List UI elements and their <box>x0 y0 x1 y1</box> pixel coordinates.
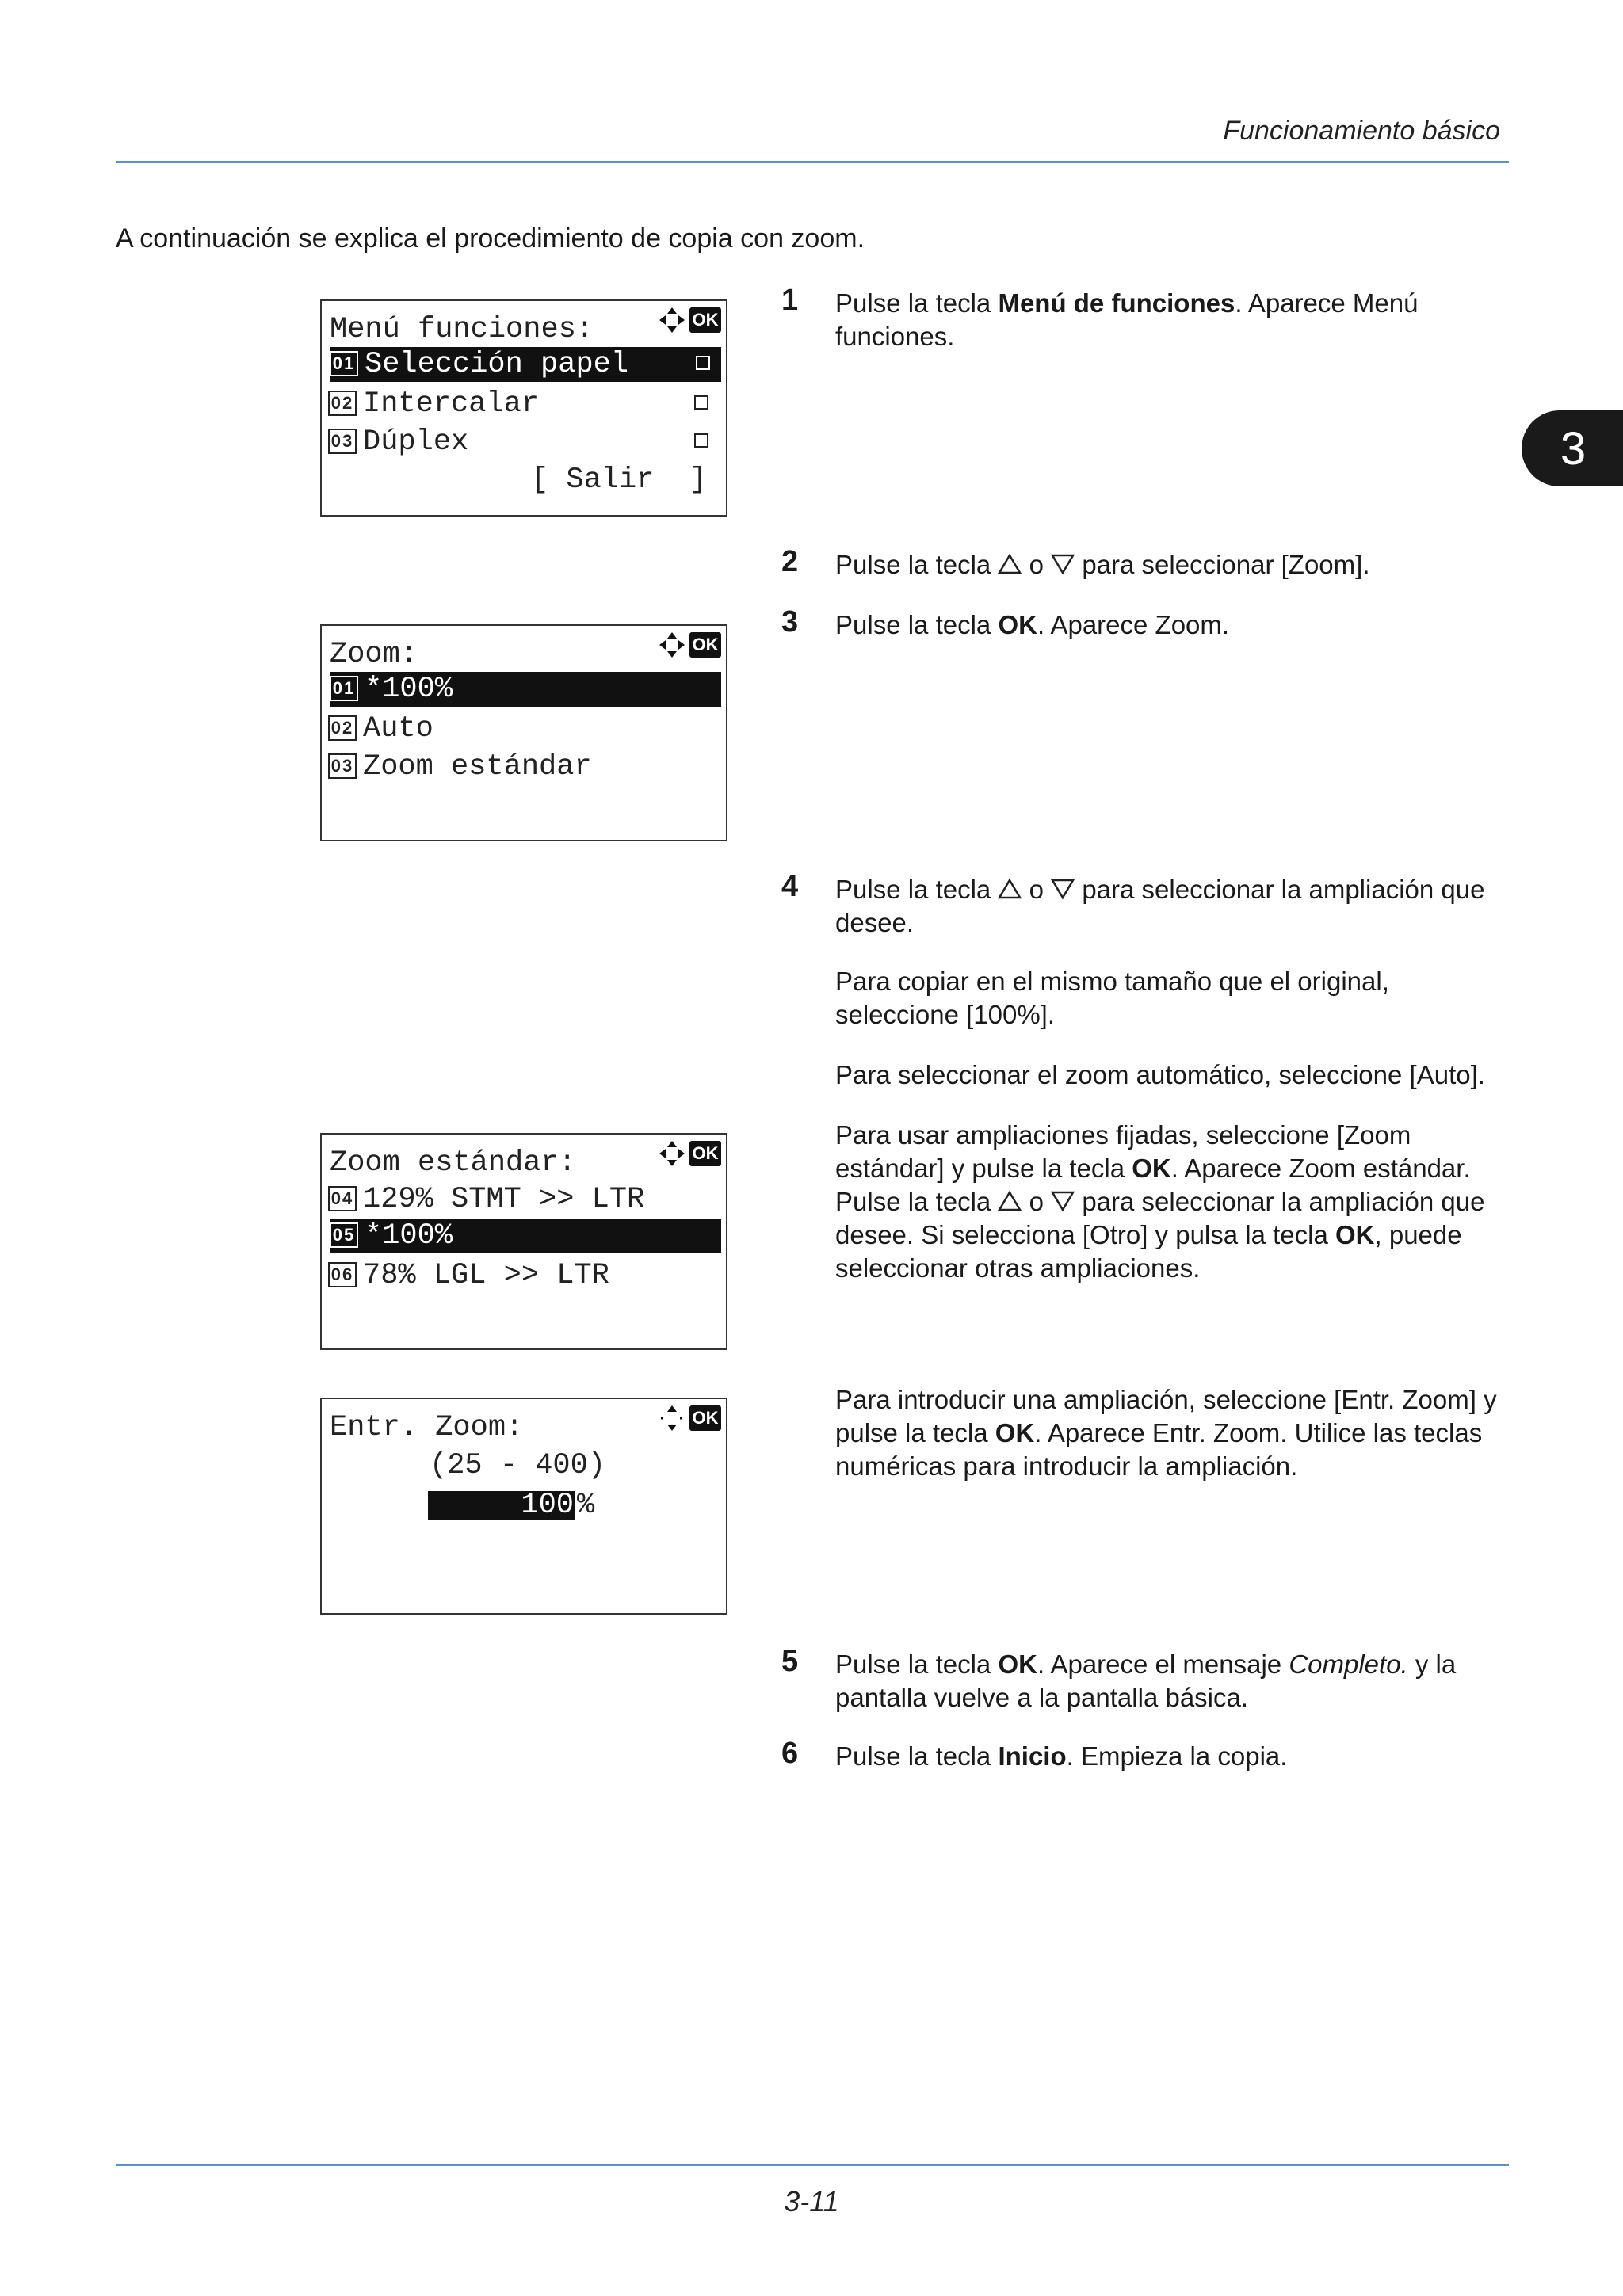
lcd-title: Menú funciones: <box>330 313 594 346</box>
lcd-zoom <box>320 624 727 841</box>
triangle-up-icon <box>998 878 1022 900</box>
triangle-down-icon <box>1051 878 1075 900</box>
triangle-down-icon <box>1051 553 1075 575</box>
triangle-down-icon <box>1051 1190 1075 1212</box>
nav-ok-indicator <box>658 1139 721 1168</box>
lcd-item: 01 *100% <box>330 672 721 707</box>
step-number: 5 <box>781 1645 799 1678</box>
lcd-title: Zoom estándar: <box>330 1146 576 1180</box>
step-text: Pulse la tecla o para seleccionar la ampliación que desee. <box>835 875 1485 937</box>
nav-ok-indicator <box>658 1404 721 1432</box>
lcd-item: 04 129% STMT >> LTR <box>328 1182 720 1217</box>
checkbox-icon <box>694 433 708 448</box>
step-text: Pulse la tecla OK. Aparece el mensaje Completo. y la pantalla vuelve a la pantalla básica. <box>835 1650 1457 1712</box>
step-number: 3 <box>781 605 799 639</box>
lcd-menu-funciones <box>320 299 727 517</box>
step-text: Pulse la tecla o para seleccionar [Zoom]. <box>835 550 1370 579</box>
triangle-up-icon <box>998 553 1022 575</box>
step-4-note-standard: Para usar ampliaciones fijadas, seleccione [Zoom estándar] y pulse la tecla OK. Aparece Zoom estándar. Pulse la tecla o para seleccionar la ampliación que desee. Si selecciona [Otro] y pulsa la tecla OK, puede seleccionar otras ampliaciones. <box>835 1120 1485 1283</box>
lcd-item: 03 Dúplex <box>328 425 720 460</box>
lcd-item: 03 Zoom estándar <box>328 749 720 784</box>
step-4 <box>781 870 1510 940</box>
ok-icon: OK <box>689 307 721 333</box>
step-number: 4 <box>781 870 799 903</box>
four-way-arrow-icon <box>658 631 686 659</box>
triangle-up-icon <box>998 1190 1022 1212</box>
step-number: 1 <box>781 284 799 317</box>
lcd-item: 02 Intercalar <box>328 387 720 421</box>
zoom-unit: % <box>577 1489 595 1522</box>
lcd-title: Entr. Zoom: <box>330 1411 524 1444</box>
ok-icon: OK <box>689 632 721 658</box>
lcd-item: 02 Auto <box>328 711 720 746</box>
intro-text: A continuación se explica el procedimiento de copia con zoom. <box>116 223 865 254</box>
step-5 <box>781 1645 1510 1714</box>
step-1 <box>781 284 1510 353</box>
four-way-arrow-icon <box>658 306 686 334</box>
step-6 <box>781 1737 1510 1773</box>
nav-ok-indicator <box>658 306 721 334</box>
lcd-exit-label: [ Salir ] <box>531 463 708 497</box>
section-title: Funcionamiento básico <box>1223 116 1500 146</box>
zoom-value-field: 100 <box>428 1491 575 1520</box>
nav-ok-indicator <box>658 631 721 659</box>
ok-icon: OK <box>689 1405 721 1431</box>
step-number: 2 <box>781 545 799 578</box>
step-text: Pulse la tecla Menú de funciones. Aparece Menú funciones. <box>835 288 1419 351</box>
lcd-item: 01 Selección papel <box>330 347 721 382</box>
step-number: 6 <box>781 1737 799 1770</box>
chapter-tab: 3 <box>1522 410 1623 486</box>
up-down-arrow-icon <box>658 1404 686 1432</box>
step-4-note-100: Para copiar en el mismo tamaño que el original, seleccione [100%]. <box>835 967 1389 1029</box>
footer-rule <box>116 2164 1509 2166</box>
four-way-arrow-icon <box>658 1139 686 1168</box>
step-text: Pulse la tecla OK. Aparece Zoom. <box>835 610 1230 639</box>
step-4-note-entry: Para introducir una ampliación, seleccione [Entr. Zoom] y pulse la tecla OK. Aparece Entr. Zoom. Utilice las teclas numéricas para introducir la ampliación. <box>835 1385 1497 1481</box>
page-number: 3-11 <box>784 2185 839 2218</box>
lcd-item: 05 *100% <box>330 1219 721 1253</box>
lcd-zoom-estandar <box>320 1133 727 1350</box>
step-3 <box>781 605 1510 642</box>
step-4-note-auto: Para seleccionar el zoom automático, seleccione [Auto]. <box>835 1060 1485 1089</box>
lcd-item: 06 78% LGL >> LTR <box>328 1258 720 1293</box>
checkbox-icon <box>696 356 710 370</box>
lcd-entr-zoom <box>320 1398 727 1615</box>
lcd-title: Zoom: <box>330 638 418 671</box>
lcd-range: (25 - 400) <box>430 1449 606 1482</box>
step-text: Pulse la tecla Inicio. Empieza la copia. <box>835 1741 1288 1771</box>
header-rule <box>116 161 1509 163</box>
step-2 <box>781 545 1510 582</box>
ok-icon: OK <box>689 1141 721 1166</box>
checkbox-icon <box>694 395 708 410</box>
